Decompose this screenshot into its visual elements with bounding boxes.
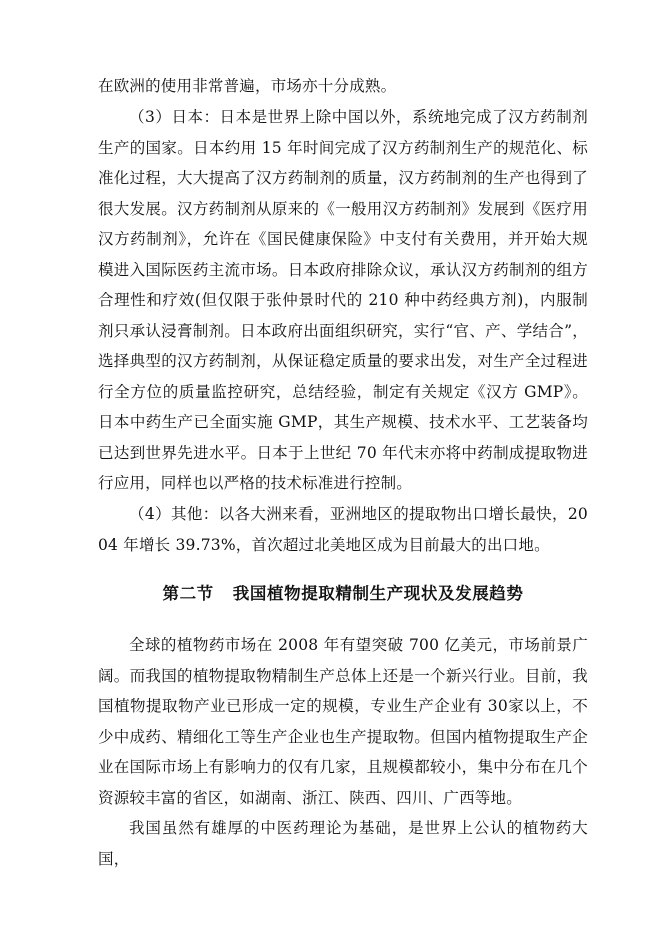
paragraph-china-tcm: 我国虽然有雄厚的中医药理论为基础，是世界上公认的植物药大国， [98,819,588,868]
paragraph-japan: （3）日本：日本是世界上除中国以外，系统地完成了汉方药制剂生产的国家。日本约用 15 年时间完成了汉方药制剂生产的规范化、标准化过程，大大提高了汉方药制剂的质量，汉方药制剂的生产也得到了很大发展。汉方药制剂从原来的《一般用汉方药制剂》发展到《医疗用汉方药制剂》，允许在《国民健康保险》中支付有关费用，并开始大规模进入国际医药主流市场。日本政府排除众议，承认汉方药制剂的组方合理性和疗效(但仅限于张仲景时代的 210 种中药经典方剂)，内服制剂只承认浸膏制剂。日本政府出面组织研究，实行“官、产、学结合”，选择典型的汉方药制剂，从保证稳定质量的要求出发，对生产全过程进行全方位的质量监控研究，总结经验，制定有关规定《汉方 GMP》。日本中药生产已全面实施 GMP，其生产规模、技术水平、工艺装备均已达到世界先进水平。日本于上世纪 70 年代末亦将中药制成提取物进行应用，同样也以严格的技术标准进行控制。 [98,108,588,492]
paragraph-europe-continued: 在欧洲的使用非常普遍，市场亦十分成熟。 [98,77,397,95]
paragraph-others: （4）其他：以各大洲来看，亚洲地区的提取物出口增长最快，2004 年增长 39.73%，首次超过北美地区成为目前最大的出口地。 [98,505,588,554]
paragraph-global-market: 全球的植物药市场在 2008 年有望突破 700 亿美元，市场前景广阔。而我国的植物提取物精制生产总体上还是一个新兴行业。目前，我国植物提取物产业已形成一定的规模，专业生产企业有 30家以上，不少中成药、精细化工等生产企业也生产提取物。但国内植物提取生产企业在国际市场上有影响力的仅有几家，且规模都较小，集中分布在几个资源较丰富的省区，如湖南、浙江、陕西、四川、广西等地。 [98,636,588,807]
section-heading: 第二节 我国植物提取精制生产现状及发展趋势 [162,584,524,603]
